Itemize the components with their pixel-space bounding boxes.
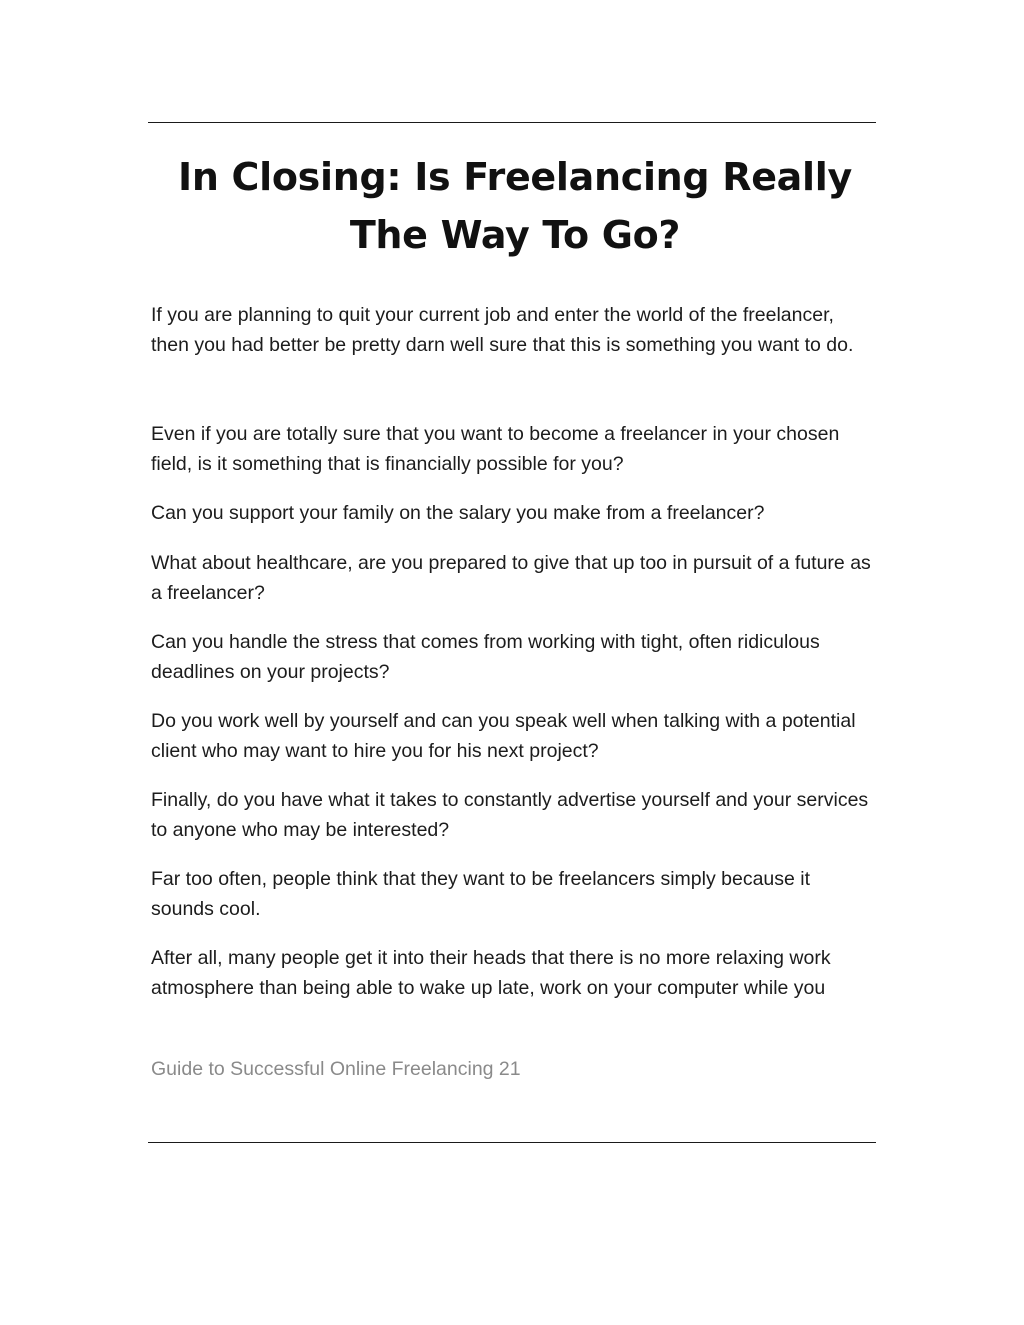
paragraph-healthcare: What about healthcare, are you prepared to give that up too in pursuit of a future as a freelancer? <box>151 552 871 604</box>
top-divider <box>148 122 876 123</box>
paragraph-stress-deadlines: Can you handle the stress that comes from working with tight, often ridiculous deadlines on your projects? <box>151 631 820 683</box>
paragraph-sounds-cool: Far too often, people think that they want to be freelancers simply because it sounds cool. <box>151 868 811 920</box>
paragraph-advertise: Finally, do you have what it takes to constantly advertise yourself and your services to anyone who may be interested? <box>151 789 869 841</box>
page-footer: Guide to Successful Online Freelancing 21 <box>151 1058 521 1080</box>
paragraph-work-alone: Do you work well by yourself and can you speak well when talking with a potential client who may want to hire you for his next project? <box>151 710 856 762</box>
paragraph-financially-possible: Even if you are totally sure that you want to become a freelancer in your chosen field, is it something that is financially possible for you? <box>151 423 840 475</box>
paragraph-support-family: Can you support your family on the salary you make from a freelancer? <box>151 502 765 524</box>
bottom-divider <box>148 1142 876 1143</box>
page-title: In Closing: Is Freelancing Really The Way To Go? <box>178 155 852 257</box>
paragraph-relaxing-atmosphere: After all, many people get it into their heads that there is no more relaxing work atmosphere than being able to wake up late, work on your computer while you <box>151 947 831 999</box>
paragraph-quit-job: If you are planning to quit your current job and enter the world of the freelancer, then you had better be pretty darn well sure that this is something you want to do. <box>151 304 854 356</box>
